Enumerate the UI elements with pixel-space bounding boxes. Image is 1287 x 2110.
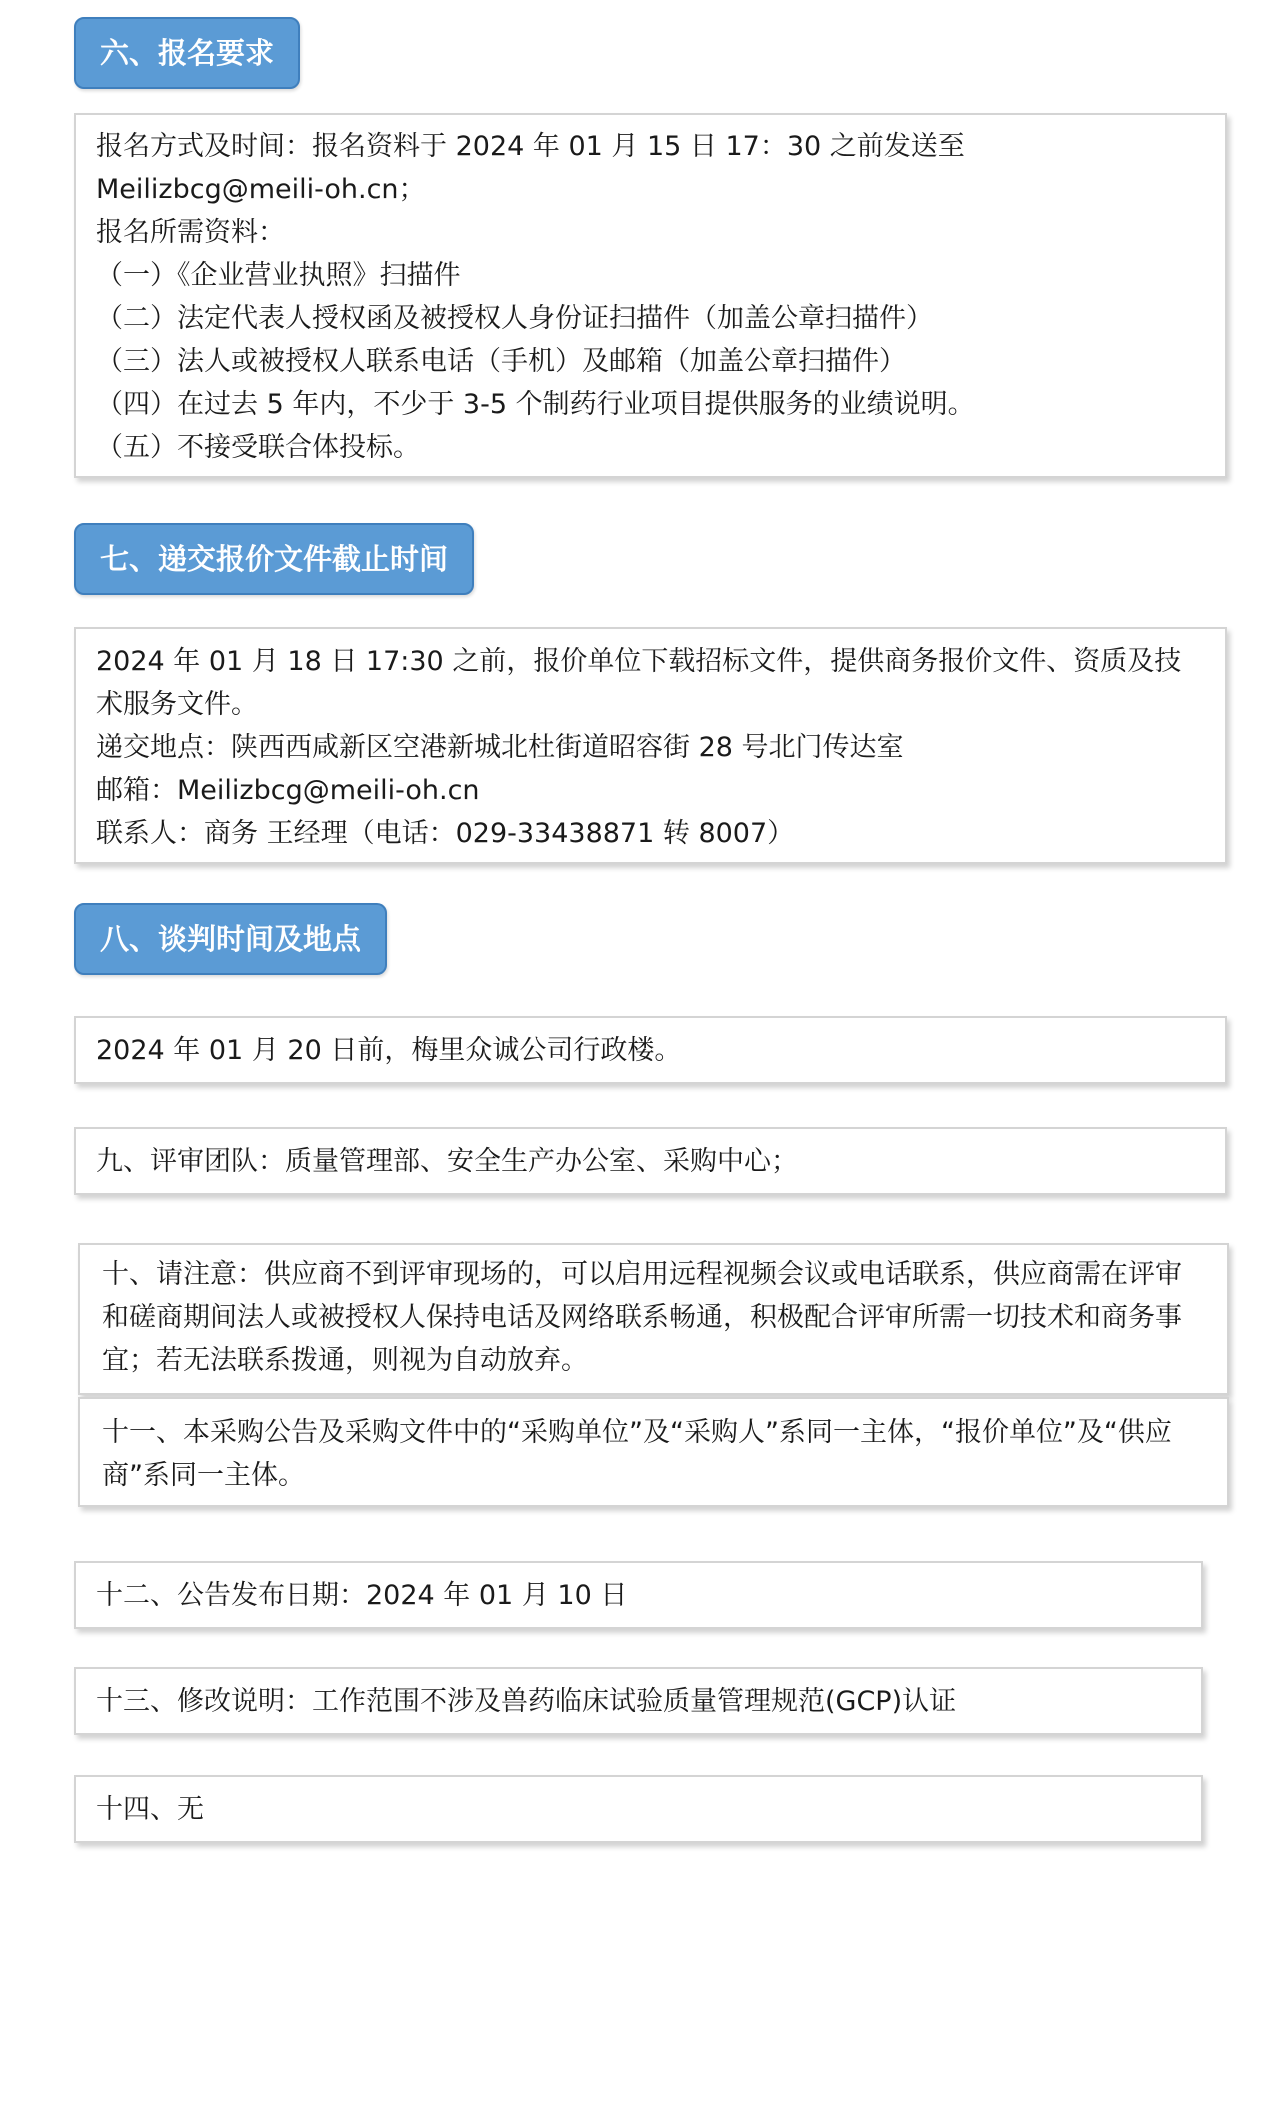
contact-person-line: 联系人：商务 王经理（电话：029-33438871 转 8007） [96, 818, 795, 849]
same-entity-text: 十一、本采购公告及采购文件中的“采购单位”及“采购人”系同一主体，“报价单位”及“供应商”系同一主体。 [102, 1417, 1172, 1491]
registration-requirements-box [74, 113, 1227, 478]
section-6-heading: 六、报名要求 [74, 17, 300, 89]
review-team-text: 九、评审团队：质量管理部、安全生产办公室、采购中心； [96, 1145, 798, 1177]
negotiation-time-text: 2024 年 01 月 20 日前，梅里众诚公司行政楼。 [96, 1034, 682, 1066]
section-14-box [74, 1775, 1203, 1843]
required-materials-label: 报名所需资料： [96, 217, 285, 248]
required-material-item: （五）不接受联合体投标。 [96, 432, 420, 463]
section-8-heading: 八、谈判时间及地点 [74, 903, 387, 975]
required-material-item: （三）法人或被授权人联系电话（手机）及邮箱（加盖公章扫描件） [96, 346, 906, 377]
submission-email-line: 邮箱：Meilizbcg@meili-oh.cn [96, 775, 480, 806]
submission-deadline-text: 2024 年 01 月 18 日 17:30 之前，报价单位下载招标文件，提供商务报价文件、资质及技术服务文件。 [96, 646, 1182, 720]
required-material-item: （四）在过去 5 年内，不少于 3-5 个制药行业项目提供服务的业绩说明。 [96, 389, 975, 420]
publish-date-box [74, 1561, 1203, 1629]
required-material-item: （一）《企业营业执照》扫描件 [96, 260, 461, 291]
revision-note-box [74, 1667, 1203, 1735]
notice-text: 十、请注意：供应商不到评审现场的，可以启用远程视频会议或电话联系，供应商需在评审和磋商期间法人或被授权人保持电话及网络联系畅通，积极配合评审所需一切技术和商务事宜；若无法联系拨通，则视为自动放弃。 [102, 1259, 1182, 1376]
revision-note-text: 十三、修改说明：工作范围不涉及兽药临床试验质量管理规范(GCP)认证 [96, 1685, 957, 1717]
section-14-text: 十四、无 [96, 1793, 204, 1825]
publish-date-text: 十二、公告发布日期：2024 年 01 月 10 日 [96, 1579, 628, 1611]
registration-method-line: 报名方式及时间：报名资料于 2024 年 01 月 15 日 17：30 之前发送至 [96, 131, 965, 162]
required-material-item: （二）法定代表人授权函及被授权人身份证扫描件（加盖公章扫描件） [96, 303, 933, 334]
registration-email-line: Meilizbcg@meili-oh.cn； [96, 174, 426, 205]
section-7-heading: 七、递交报价文件截止时间 [74, 523, 474, 595]
submission-address-line: 递交地点：陕西西咸新区空港新城北杜街道昭容街 28 号北门传达室 [96, 732, 904, 763]
notice-box [78, 1243, 1229, 1395]
same-entity-box [78, 1397, 1229, 1507]
submission-deadline-box [74, 627, 1227, 864]
negotiation-time-box [74, 1016, 1227, 1084]
review-team-box [74, 1127, 1227, 1195]
